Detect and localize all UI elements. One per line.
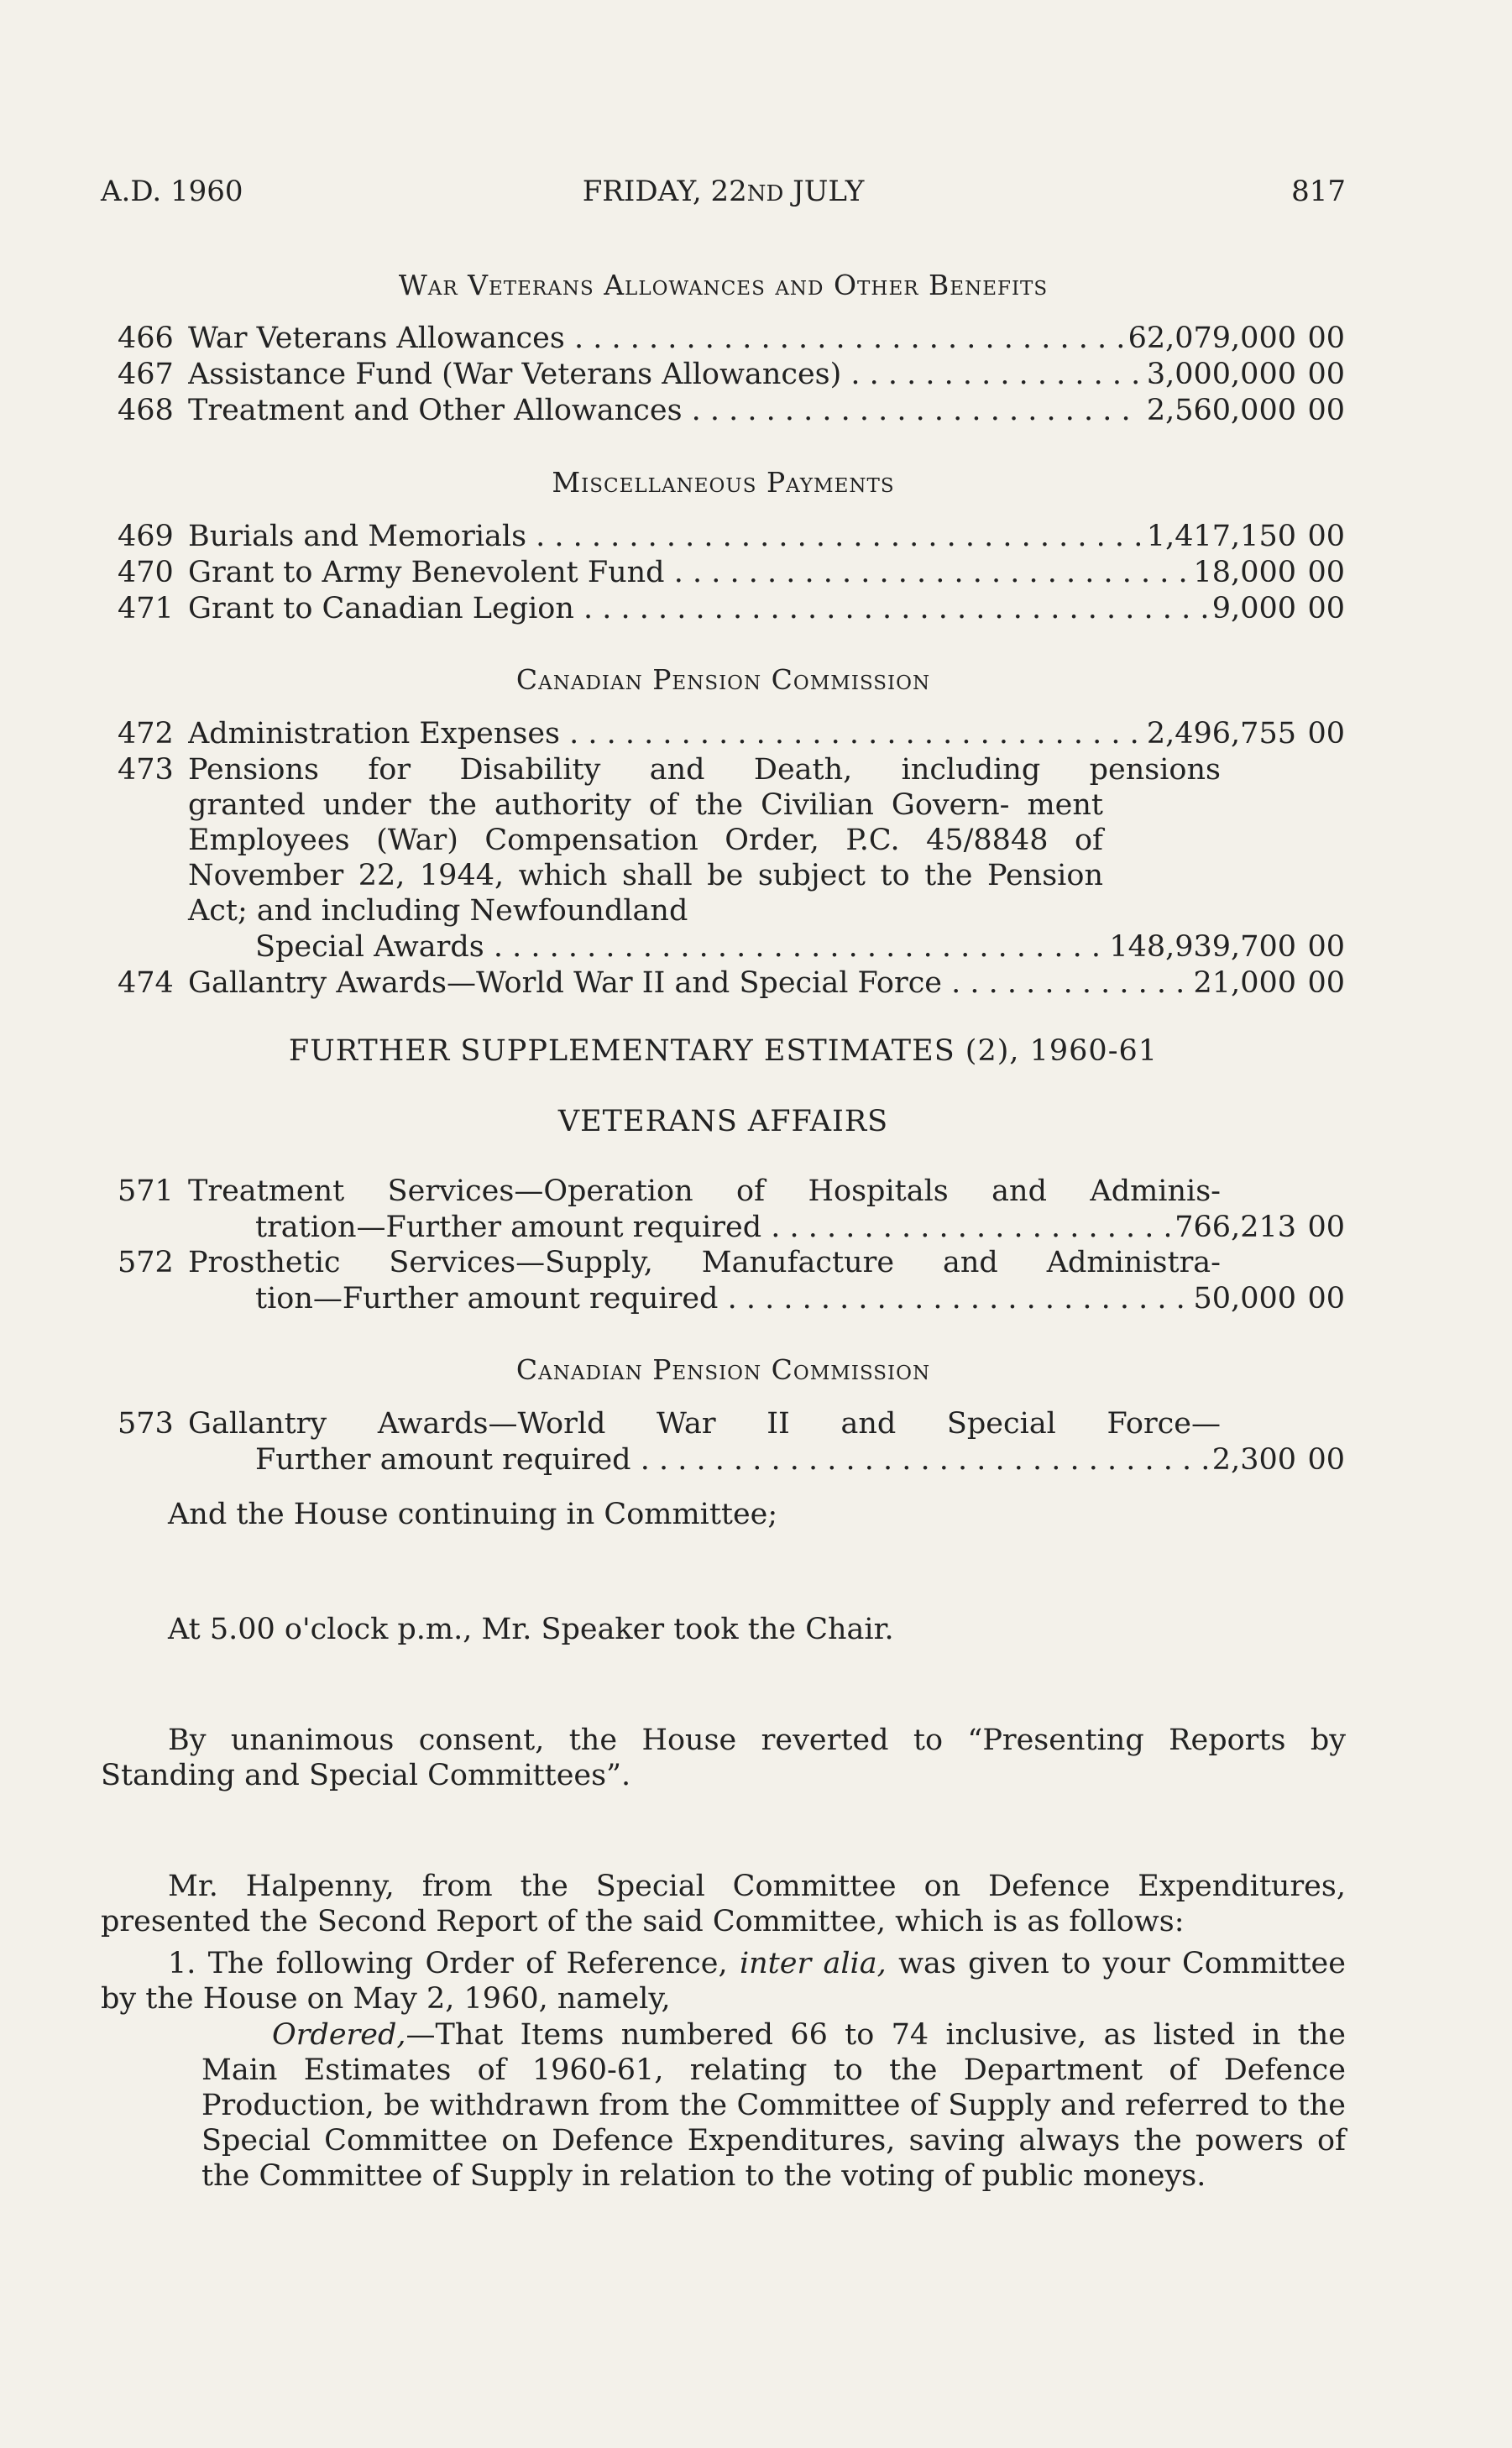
committee-line: And the House continuing in Committee; [168, 1498, 778, 1531]
speaker-line: At 5.00 o'clock p.m., Mr. Speaker took the Chair. [168, 1613, 894, 1646]
halpenny-paragraph: Mr. Halpenny, from the Special Committee on Defence Expenditures, presented the Second Report of the said Committee, which is as follows: [101, 1870, 1346, 1938]
veterans-affairs-title: VETERANS AFFAIRS [557, 1105, 889, 1138]
section-title-war-veterans: War Veterans Allowances and Other Benefits [398, 269, 1049, 301]
ordered-quote: Ordered,—That Items numbered 66 to 74 inclusive, as listed in the Main Estimates of 1960-61, relating to the Department of Defence Production, be withdrawn from the Committee of Supply and referred to the Special Committee on Defence Expenditures, saving always the powers of the Committee of Supply in relation to the voting of public moneys. [201, 2018, 1346, 2193]
estimate-desc-continued: granted under the authority of the Civilian Govern- ment Employees (War) Compensation Order, P.C. 45/8848 of November 22, 1944, which shall be subject to the Pension Act; and including Newfoundland [188, 788, 1103, 928]
section-title-pension-commission-2: Canadian Pension Commission [515, 1353, 931, 1386]
journal-page: A.D. 1960 FRIDAY, 22ND JULY 817 War Veterans Allowances and Other Benefits 466 War Veterans Allowances . . . 62,079,000 00 467 Assistance Fund (War Veterans Allowances) . . . 3,000,000 00 468 Treatment and Other Allowances . . . 2,560,000 00 Miscellaneous Payments 469 Burials and Memorials . . . 1,417,150 00 470 Grant to Army Benevolent Fund . . . 18,000 00 471 Grant to Canadian Legion . . . 9,000 00 Canadian Pension Commission 472 Administration Expenses . . . 2,496,755 00 473 Pensions for Disability and Death, including pensions granted under the authority of the Civilian Govern- ment Employees (War) Compensation Order, P.C. 45/8848 of November 22, 1944, which shall be subject to the Pension Act; and including Newfoundland Special Awards . . . 148,939,700 00 474 Gallantry Awards—World War II and Special Force . . . 21,000 00 FURTHER SUPPLEMENTARY ESTIMATES (2), 1960-61 VETERANS AFFAIRS 571 Treatment Services—Operation of Hospitals and Adminis- tration—Further amount required . . . 766,213 00 572 Prosthetic Services—Supply, Manufacture and Administra- tion—Further amount required . . . 50,000 00 Canadian Pension Commission 573 Gallantry Awards—World War II and Special Force— Further amount required . . . 2,300 00 And the House continuing in Committee; At 5.00 o'clock p.m., Mr. Speaker took the Chair. By unanimous consent, the House reverted to “Presenting Reports by Standing and Special Committees”. Mr. Halpenny, from the Special Committee on Defence Expenditures, presented the Second Report of the said Committee, which is as follows: 1. The following Order of Reference, inter alia, was given to your Committee by the House on May 2, 1960, namely, Ordered,—That Items numbered 66 to 74 inclusive, as listed in the Main Estimates of 1960-61, relating to the Department of Defence Production, be withdrawn from the Committee of Supply and referred to the Special Committee on Defence Expenditures, saving always the powers of the Committee of Supply in relation to the voting of public moneys. [0, 0, 1512, 2448]
header-year: A.D. 1960 [101, 175, 243, 208]
section-title-pension-commission: Canadian Pension Commission [515, 663, 931, 696]
unanimous-consent-paragraph: By unanimous consent, the House reverted to “Presenting Reports by Standing and Special Committees”. [101, 1724, 1346, 1792]
page-header [101, 175, 1346, 217]
order-of-reference-paragraph: 1. The following Order of Reference, inter alia, was given to your Committee by the House on May 2, 1960, namely, [101, 1947, 1346, 2016]
header-date: FRIDAY, 22ND JULY [582, 175, 865, 208]
section-title-misc-payments: Miscellaneous Payments [552, 466, 895, 499]
further-estimates-title: FURTHER SUPPLEMENTARY ESTIMATES (2), 1960-61 [288, 1034, 1159, 1068]
page-number: 817 [1291, 175, 1346, 208]
